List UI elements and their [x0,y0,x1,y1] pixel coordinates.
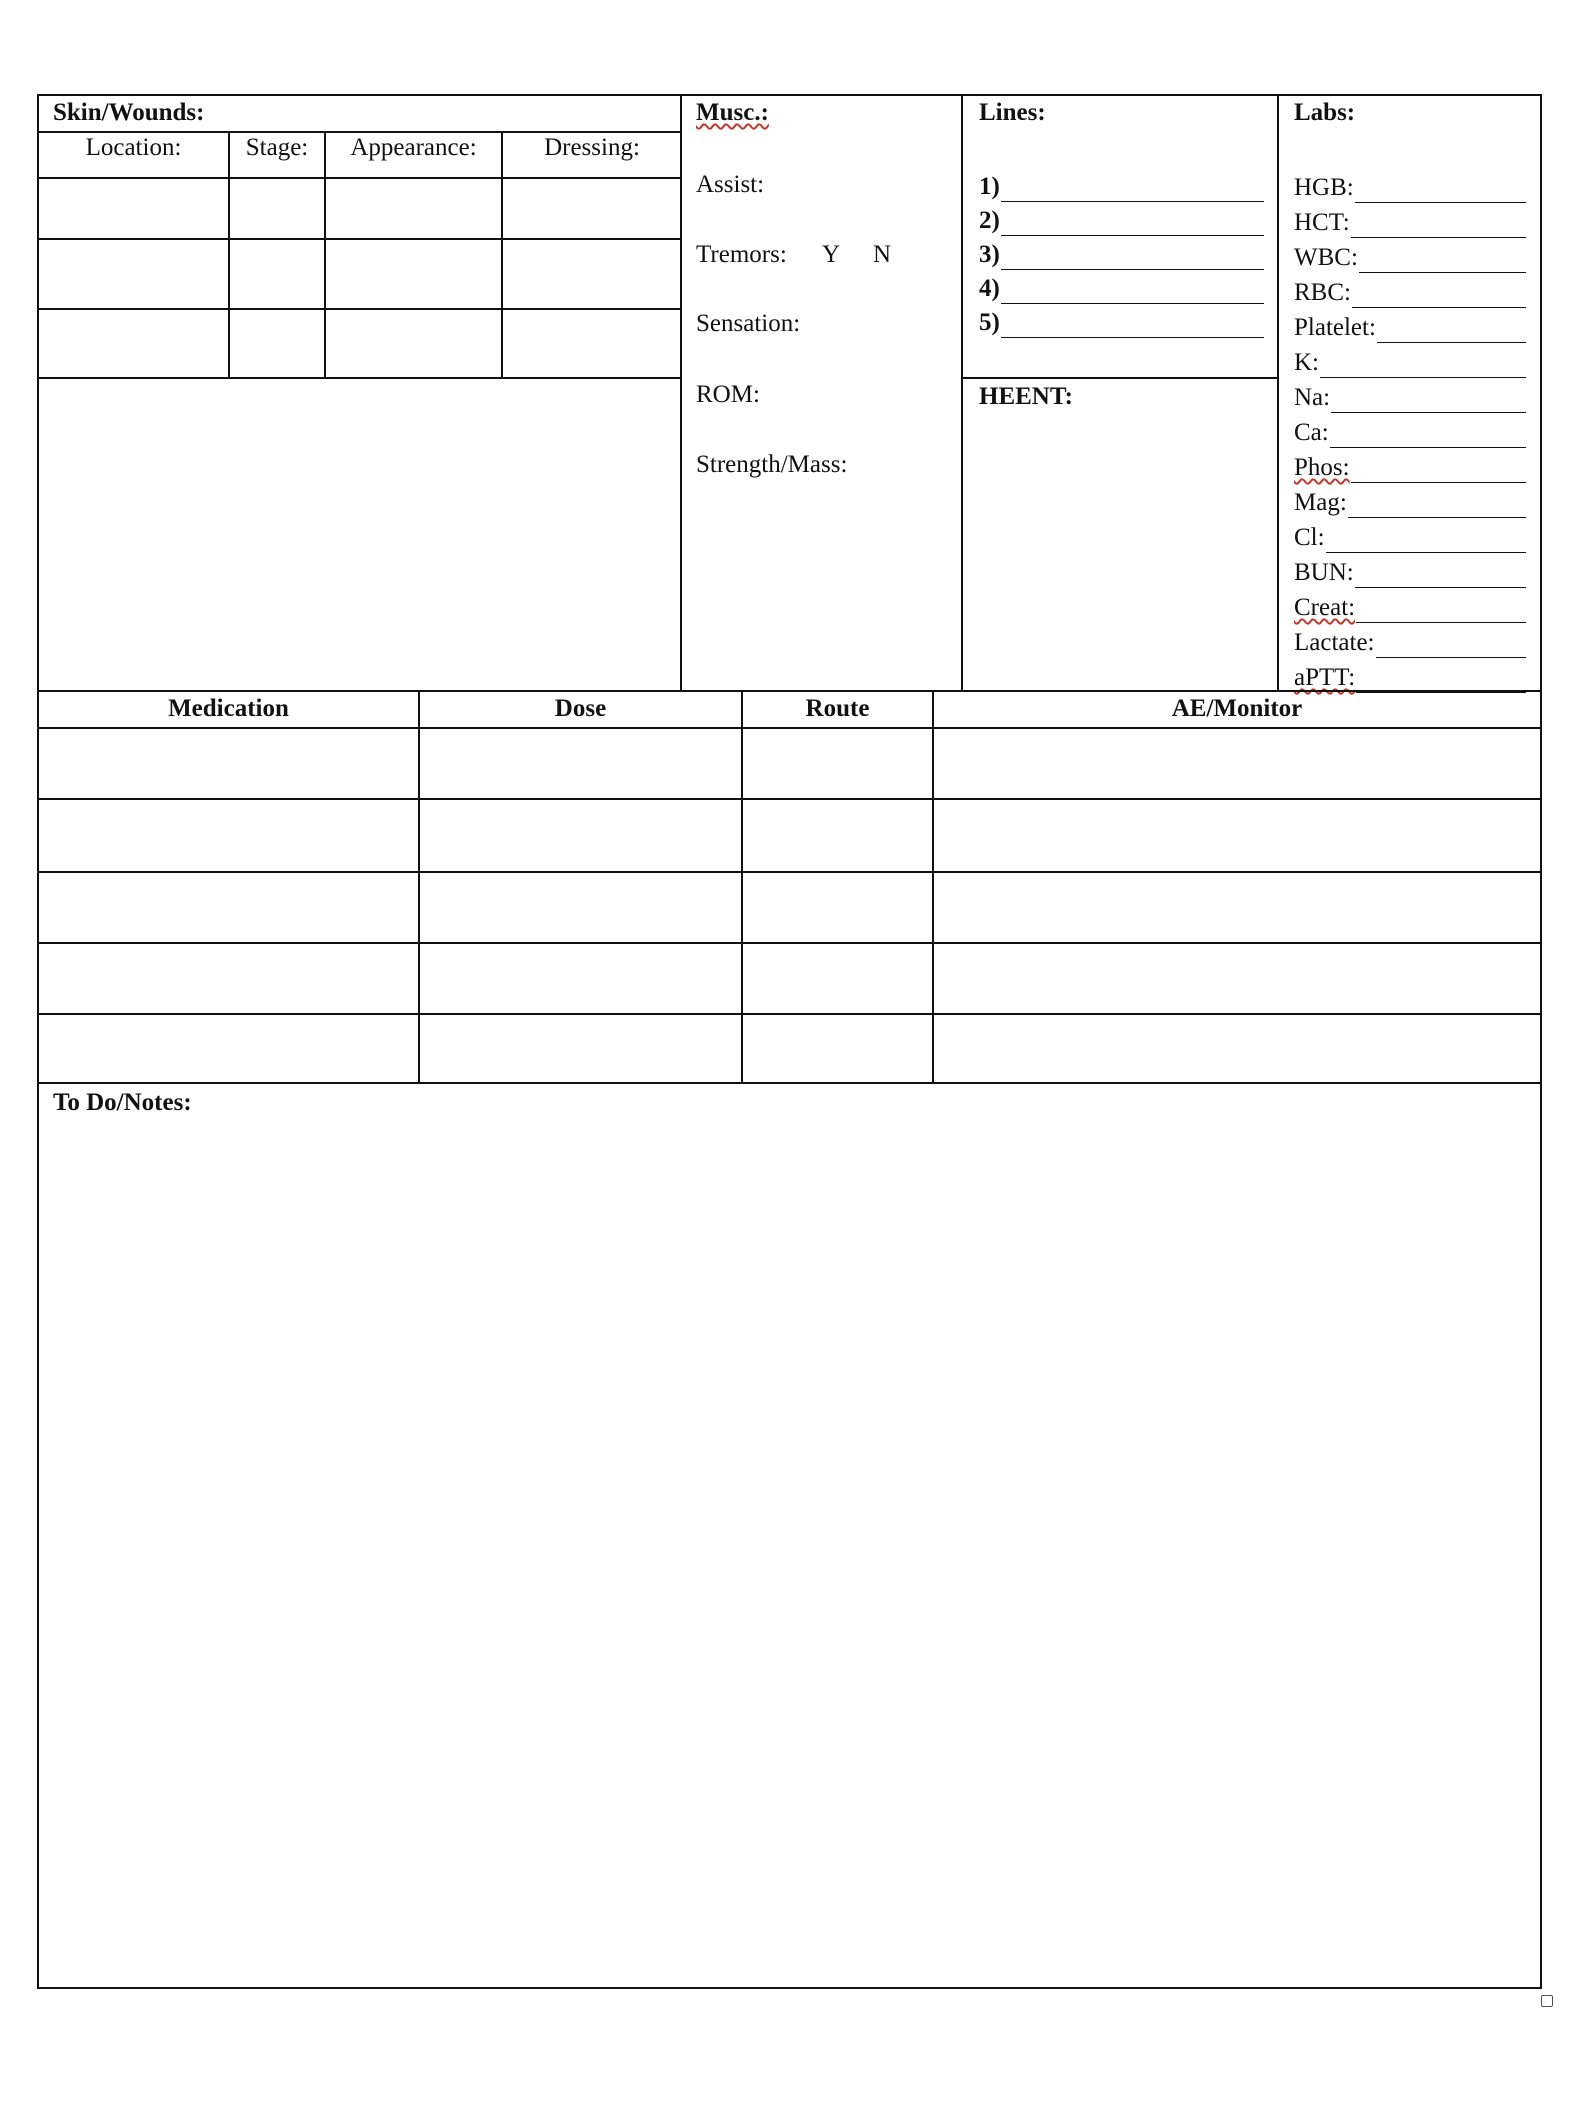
lab-label: Ca: [1294,419,1329,446]
tremor-option-yes: Y [822,241,841,268]
line-blank [1001,317,1264,338]
line-blank [1001,215,1264,236]
skin-row-line-4 [37,377,681,379]
medication-table [37,690,1542,1084]
med-row-line-3 [37,942,1542,944]
musc-assist-label: Assist: [696,171,765,198]
lab-blank [1377,322,1526,343]
notes-section[interactable] [37,1082,1542,1989]
line-blank [1001,249,1264,270]
labs-list [1294,168,1526,693]
skin-col-line-1 [228,131,230,378]
lines-heent-divider [961,377,1278,379]
lab-blank [1351,462,1526,483]
lab-blank [1355,567,1526,588]
line-item-label: 4) [979,275,1000,302]
lab-blank [1356,602,1526,623]
lab-wbc[interactable] [1294,238,1526,273]
med-row-line-2 [37,871,1542,873]
musc-tremors-label: Tremors: [696,241,787,268]
lab-label: Cl: [1294,524,1325,551]
lab-mag[interactable] [1294,483,1526,518]
musc-title [696,98,769,128]
skin-col-stage: Stage: [245,134,309,161]
divider-lines-labs [1277,94,1279,692]
skin-col-line-3 [501,131,503,378]
line-item-label: 2) [979,207,1000,234]
lab-k[interactable] [1294,343,1526,378]
lab-na[interactable] [1294,378,1526,413]
lab-lactate[interactable] [1294,623,1526,658]
skin-col-appearance: Appearance: [350,134,477,161]
divider-skin-musc [680,94,682,692]
lab-cl[interactable] [1294,518,1526,553]
lab-rbc[interactable] [1294,273,1526,308]
divider-musc-lines [961,94,963,692]
skin-col-dressing: Dressing: [544,134,640,161]
med-col-line-1 [418,690,420,1084]
line-item-1[interactable] [979,168,1264,202]
lab-blank [1348,497,1526,518]
lab-label: Platelet: [1294,314,1376,341]
lab-aptt[interactable] [1294,658,1526,693]
lab-blank [1331,392,1526,413]
lab-ca[interactable] [1294,413,1526,448]
line-item-label: 5) [979,309,1000,336]
labs-title: Labs: [1294,99,1356,126]
lab-label: HGB: [1294,174,1354,201]
line-item-4[interactable] [979,270,1264,304]
lab-phos[interactable] [1294,448,1526,483]
lab-label: Mag: [1294,489,1347,516]
lab-hct[interactable] [1294,203,1526,238]
heent-title: HEENT: [979,383,1073,410]
med-col-line-2 [741,690,743,1084]
musc-rom-label: ROM: [696,381,760,408]
resize-handle-icon[interactable] [1541,1995,1553,2007]
lab-creat[interactable] [1294,588,1526,623]
lab-blank [1320,357,1526,378]
musc-strength-label: Strength/Mass: [696,451,848,478]
lab-blank [1326,532,1526,553]
skin-col-location: Location: [85,134,182,161]
line-blank [1001,181,1264,202]
med-col-line-3 [932,690,934,1084]
med-row-line-4 [37,1013,1542,1015]
med-row-line-1 [37,798,1542,800]
musc-title-text: Musc.: [696,99,769,126]
skin-row-line-3 [37,308,681,310]
lab-blank [1355,182,1526,203]
med-header-route: Route [805,695,870,722]
musc-sensation-label: Sensation: [696,310,801,337]
lab-label: Na: [1294,384,1331,411]
lab-hgb[interactable] [1294,168,1526,203]
skin-row-line-2 [37,238,681,240]
lab-blank [1359,252,1526,273]
lab-label: HCT: [1294,209,1350,236]
med-header-dose: Dose [554,695,607,722]
lab-label: WBC: [1294,244,1358,271]
line-item-2[interactable] [979,202,1264,236]
notes-title: To Do/Notes: [53,1089,192,1116]
lab-label: Phos: [1294,454,1350,481]
lab-label: Creat: [1294,594,1356,621]
lab-bun[interactable] [1294,553,1526,588]
line-item-label: 3) [979,241,1000,268]
skin-wounds-title: Skin/Wounds: [53,99,205,126]
lab-blank [1376,637,1527,658]
tremor-option-no: N [873,241,892,268]
line-item-label: 1) [979,173,1000,200]
lab-label: BUN: [1294,559,1354,586]
skin-row-line-1 [37,177,681,179]
lab-blank [1352,287,1526,308]
lab-label: K: [1294,349,1319,376]
med-header-ae-monitor: AE/Monitor [1171,695,1303,722]
lines-title: Lines: [979,99,1046,126]
lab-label: RBC: [1294,279,1351,306]
line-blank [1001,283,1264,304]
skin-col-line-2 [324,131,326,378]
line-item-5[interactable] [979,304,1264,338]
lab-blank [1351,217,1526,238]
lab-label: aPTT: [1294,664,1356,691]
lab-label: Lactate: [1294,629,1375,656]
lab-platelet[interactable] [1294,308,1526,343]
lab-blank [1330,427,1526,448]
med-header-medication: Medication [168,695,289,722]
lines-list [979,168,1264,338]
med-header-line [37,727,1542,729]
line-item-3[interactable] [979,236,1264,270]
